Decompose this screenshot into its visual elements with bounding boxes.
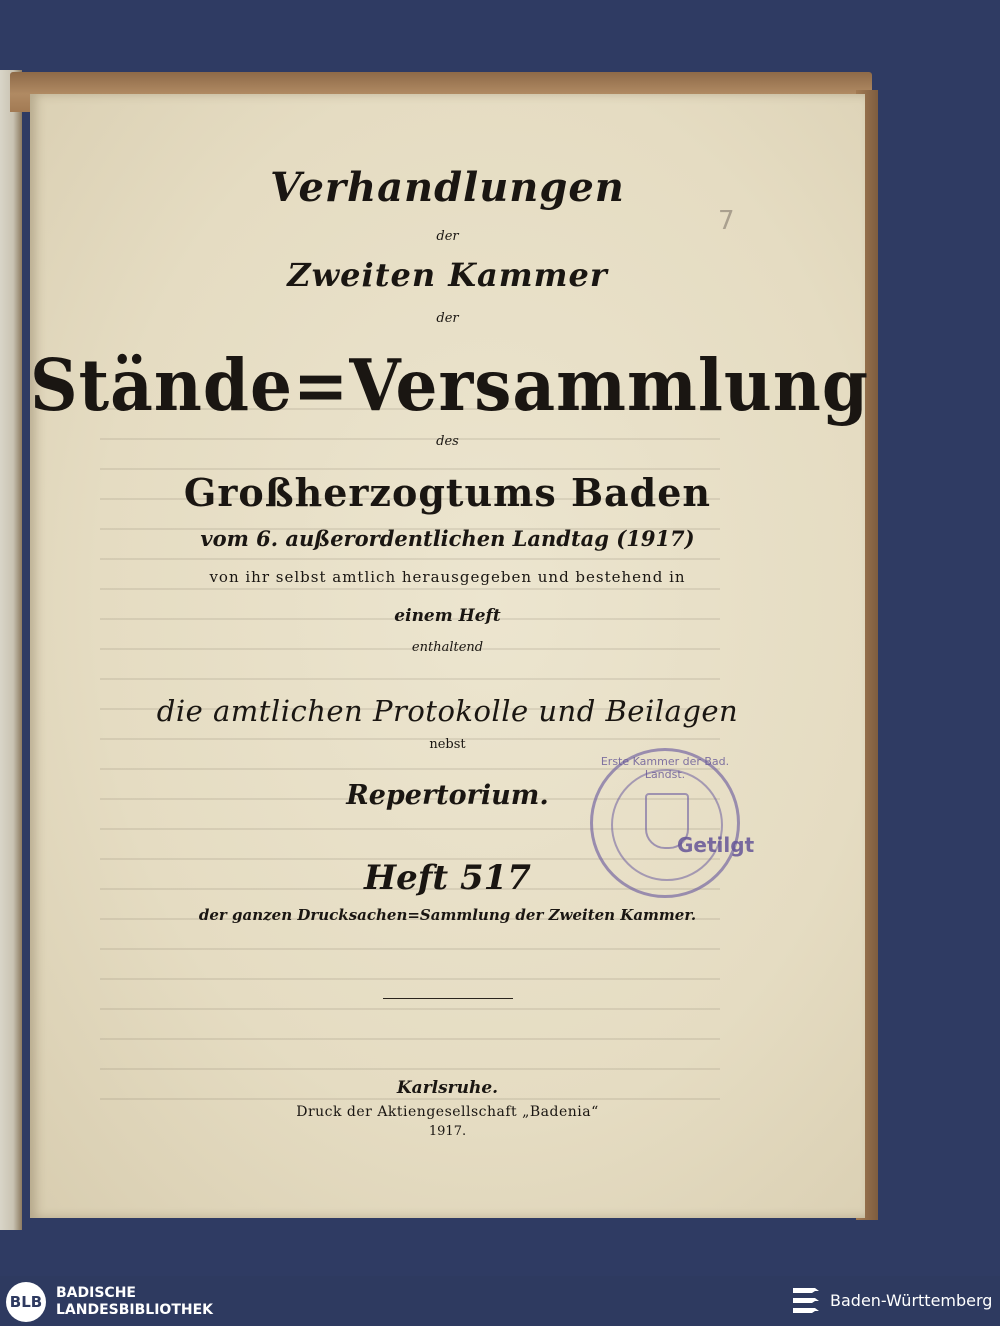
divider-rule — [383, 998, 513, 999]
imprint-printer: Druck der Aktiengesellschaft „Badenia“ — [296, 1104, 599, 1120]
pencil-mark: 7 — [718, 206, 735, 236]
library-name-line1: BADISCHE — [56, 1285, 136, 1301]
title-der-2: der — [436, 311, 459, 326]
title-staende-versammlung: Stände=Versammlung — [30, 342, 870, 428]
blb-logo-icon[interactable]: BLB — [6, 1282, 46, 1322]
title-protokolle: die amtlichen Protokolle und Beilagen — [156, 694, 739, 728]
library-stamp — [590, 748, 755, 898]
title-verhandlungen: Verhandlungen — [270, 164, 625, 211]
imprint-place: Karlsruhe. — [396, 1078, 499, 1098]
title-enthaltend: enthaltend — [411, 640, 484, 655]
title-der-1: der — [436, 229, 459, 244]
library-name[interactable] — [56, 1285, 213, 1319]
imprint-year: 1917. — [428, 1124, 467, 1139]
title-zweiten-kammer: Zweiten Kammer — [287, 256, 608, 294]
title-landtag: vom 6. außerordentlichen Landtag (1917) — [200, 526, 695, 551]
library-name-line2: LANDESBIBLIOTHEK — [56, 1302, 214, 1318]
title-repertorium: Repertorium. — [346, 780, 549, 811]
title-heft-number: Heft 517 — [364, 858, 531, 898]
title-nebst: nebst — [429, 737, 466, 752]
stamp-getilgt: Getilgt — [677, 833, 755, 857]
title-herausgegeben: von ihr selbst amtlich herausgegeben und bestehend in — [209, 568, 686, 586]
title-des: des — [436, 434, 459, 449]
three-lions-icon — [790, 1284, 822, 1318]
book-page-edge — [0, 70, 22, 1230]
stamp-arc-text: Erste Kammer der Bad. Landst. — [600, 755, 730, 781]
title-grossherzogtum-baden: Großherzogtums Baden — [183, 470, 712, 515]
footer-bar — [0, 1276, 1000, 1326]
state-name[interactable]: Baden-Württemberg — [830, 1291, 993, 1310]
title-drucksachen: der ganzen Drucksachen=Sammlung der Zweiten Kammer. — [198, 906, 697, 924]
title-page — [30, 94, 870, 1218]
title-einem-heft: einem Heft — [394, 606, 501, 626]
